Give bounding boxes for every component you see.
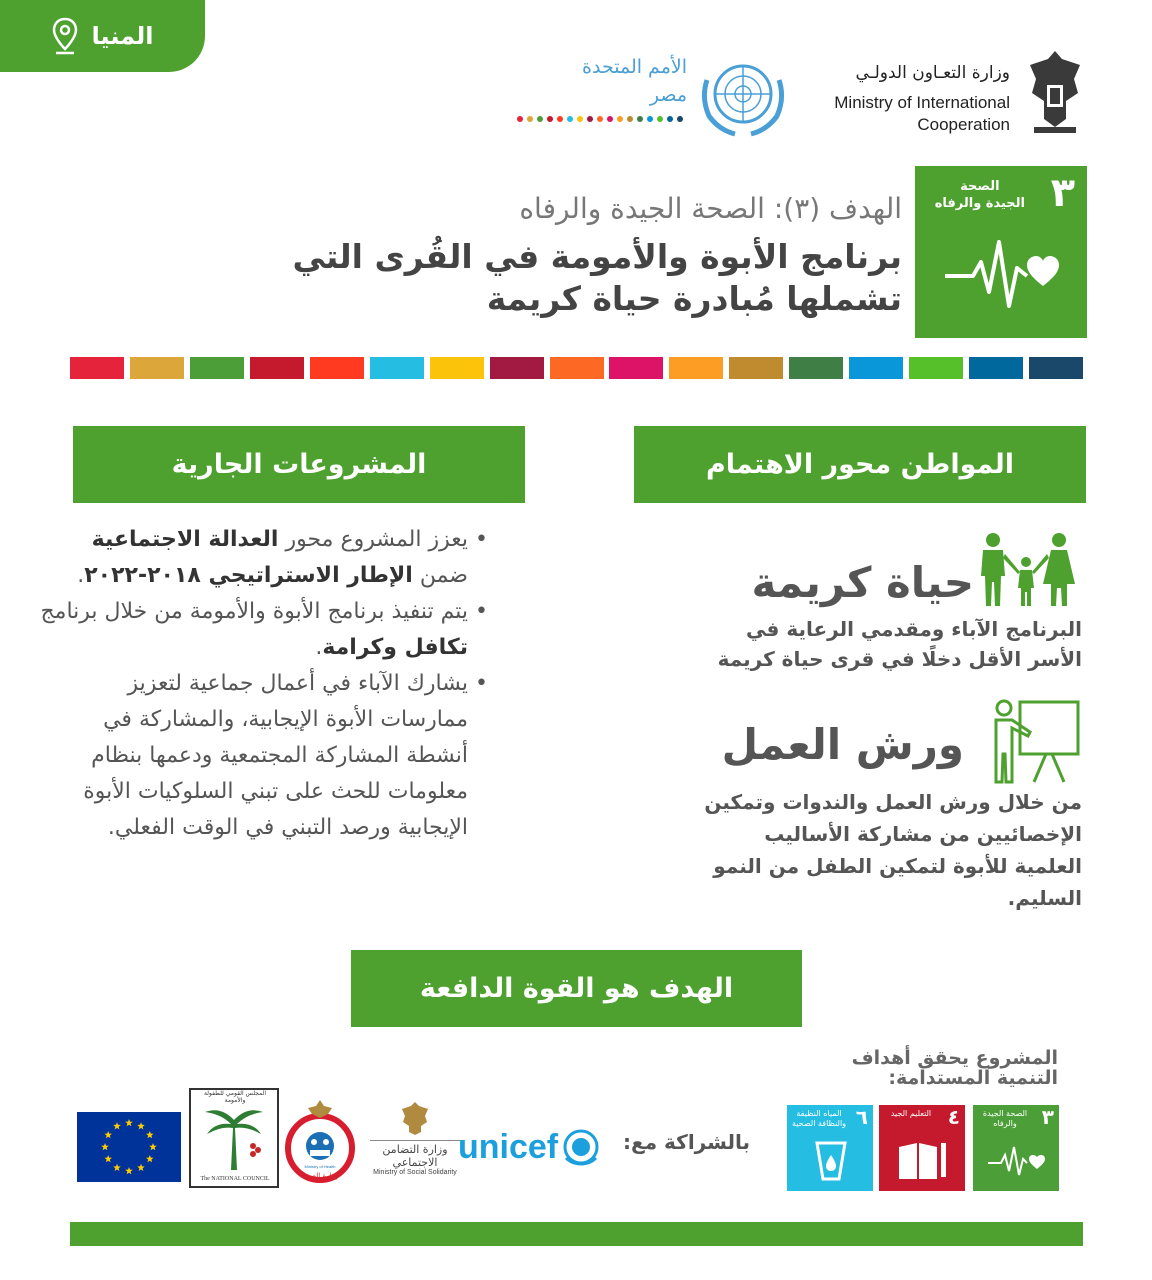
ministry-health-logo (284, 1098, 356, 1186)
sdg-strip-block (849, 357, 903, 379)
sdg-tile-6 (787, 1105, 873, 1191)
sdg-tile-4-number: ٤ (947, 1105, 960, 1129)
un-color-dots (517, 116, 683, 122)
un-color-dot (517, 116, 523, 122)
sdg-strip-block (490, 357, 544, 379)
sdg-strip-block (669, 357, 723, 379)
decent-life-desc-line2: الأسر الأقل دخلًا في قرى حياة كريمة (717, 647, 1082, 671)
sdg-tile-6-label: المياه النظيفة والنظافة الصحية (791, 1109, 847, 1128)
eu-star (104, 1155, 112, 1162)
page-title-line2: تشملها مُبادرة حياة كريمة (486, 279, 902, 318)
sdg3-label (935, 178, 1025, 212)
heartbeat-icon (943, 232, 1065, 312)
sdg3-label-line1: الصحة (960, 179, 1000, 194)
sdg-strip-block (370, 357, 424, 379)
unicef-text: unicef (458, 1127, 559, 1166)
unicef-emblem-icon (562, 1128, 600, 1166)
un-egypt-logo (495, 50, 795, 140)
sdg-strip-block (789, 357, 843, 379)
eu-star (113, 1122, 121, 1129)
eu-star (125, 1119, 133, 1126)
sdg-color-strip (70, 357, 1083, 379)
workshops-desc-line2: الإخصائيين من مشاركة الأساليب (764, 822, 1082, 846)
sdg-strip-block (70, 357, 124, 379)
sdg-strip-block (430, 357, 484, 379)
un-color-dot (527, 116, 533, 122)
un-color-dot (647, 116, 653, 122)
sdg-caption (818, 1048, 1058, 1088)
list-item: • يشارك الآباء في أعمال جماعية لتعزيز ممارسات الأبوة الإيجابية، والمشاركة في أنشطة المشاركة المجتمعية ودعمها بنظام معلومات للحث على تبني السلوكيات الأبوة الإيجابية ورصد التبني في الوقت الفعلي. (38, 666, 488, 846)
un-color-dot (627, 116, 633, 122)
sdg-strip-block (550, 357, 604, 379)
ministry-name-en-1: Ministry of International (834, 93, 1010, 112)
eu-star (104, 1131, 112, 1138)
un-color-dot (587, 116, 593, 122)
sdg-strip-block (609, 357, 663, 379)
eagle-emblem-icon (1020, 45, 1090, 137)
ministry-name-ar: وزارة التعـاون الدولـي (855, 63, 1010, 83)
family-icon (975, 532, 1079, 608)
sdg3-box (915, 166, 1087, 338)
workshops-desc (682, 786, 1082, 914)
eagle-emblem-icon (400, 1100, 430, 1136)
sdg-strip-block (190, 357, 244, 379)
bullet1-text2: ضمن (419, 563, 468, 588)
sdg-tile-6-number: ٦ (855, 1105, 868, 1129)
un-color-dot (657, 116, 663, 122)
mss-name-ar: وزارة التضامن الاجتماعي (370, 1140, 460, 1169)
list-item (38, 522, 488, 594)
page-title-line1: برنامج الأبوة والأمومة في القُرى التي (292, 237, 902, 276)
eu-star (125, 1167, 133, 1174)
projects-list (38, 522, 488, 846)
social-solidarity-logo (370, 1100, 460, 1180)
sdg-tile-4 (879, 1105, 965, 1191)
eu-star (113, 1164, 121, 1171)
heartbeat-icon (987, 1143, 1047, 1179)
un-color-dot (637, 116, 643, 122)
decent-life-title: حياة كريمة (751, 558, 974, 607)
sdg-tile-3-number: ٣ (1041, 1105, 1054, 1129)
sdg-tile-3-label: الصحة الجيدة والرفاه (982, 1109, 1028, 1128)
sdg-strip-block (909, 357, 963, 379)
goal-subtitle: الهدف (٣): الصحة الجيدة والرفاه (519, 192, 902, 225)
sdg-strip-block (1029, 357, 1083, 379)
sdg-strip-block (250, 357, 304, 379)
eu-stars-icon (77, 1112, 181, 1182)
map-pin-icon (52, 17, 78, 55)
sdg-caption-line2: التنمية المستدامة: (888, 1067, 1058, 1089)
bullet2-bold: تكافل وكرامة (322, 635, 468, 660)
mss-name-en: Ministry of Social Solidarity (373, 1169, 457, 1176)
sdg-tile-3 (973, 1105, 1059, 1191)
sdg-strip-block (310, 357, 364, 379)
decent-life-desc-line1: البرنامج الآباء ومقدمي الرعاية في (746, 617, 1082, 641)
eu-star (101, 1143, 109, 1150)
partners-label: بالشراكة مع: (623, 1130, 750, 1154)
citizen-banner: المواطن محور الاهتمام (634, 426, 1086, 503)
water-drop-icon (813, 1139, 849, 1185)
un-emblem-icon (695, 50, 791, 138)
bullet1-bold1: العدالة الاجتماعية (91, 527, 279, 552)
sdg-strip-block (969, 357, 1023, 379)
moh-name-ar: وزارة الصحة (301, 1172, 339, 1180)
sdg-caption-line1: المشروع يحقق أهداف (851, 1047, 1058, 1069)
nccm-name-en: The NATIONAL COUNCIL (200, 1176, 270, 1182)
moh-name-en: Ministry of Health (304, 1164, 336, 1169)
workshops-desc-line4: السليم. (1007, 886, 1082, 910)
un-color-dot (557, 116, 563, 122)
sdg-tile-4-label: التعليم الجيد (890, 1109, 932, 1118)
bullet1-text1: يعزز المشروع محور (285, 527, 468, 552)
sdg-strip-block (130, 357, 184, 379)
decent-life-desc (682, 614, 1082, 674)
location-label: المنيا (91, 22, 154, 50)
un-color-dot (677, 116, 683, 122)
un-color-dot (607, 116, 613, 122)
un-name-ar: الأمم المتحدة (582, 56, 687, 78)
un-color-dot (567, 116, 573, 122)
bottom-bar (70, 1222, 1083, 1246)
ministry-name-en-2: Cooperation (917, 115, 1010, 134)
unicef-logo (458, 1126, 608, 1168)
eu-star (137, 1164, 145, 1171)
national-council-logo (189, 1088, 279, 1188)
sdg3-number: ٣ (1050, 170, 1075, 216)
un-color-dot (577, 116, 583, 122)
nccm-name-ar: المجلس القومي للطفولة والأمومة (203, 1090, 267, 1104)
un-country-ar: مصر (649, 84, 687, 106)
sdg3-label-line2: الجيدة والرفاه (934, 196, 1025, 211)
un-color-dot (537, 116, 543, 122)
workshops-desc-line1: من خلال ورش العمل والندوات وتمكين (704, 790, 1082, 814)
bullet2-text: يتم تنفيذ برنامج الأبوة والأمومة من خلال برنامج (40, 599, 468, 624)
un-color-dot (667, 116, 673, 122)
eu-star (146, 1131, 154, 1138)
projects-banner: المشروعات الجارية (73, 426, 525, 503)
bullet1-end: . (77, 563, 85, 588)
book-pencil-icon (897, 1139, 949, 1183)
bullet2-end: . (315, 635, 323, 660)
list-item (38, 594, 488, 666)
workshops-title: ورش العمل (721, 720, 964, 769)
eu-star (149, 1143, 157, 1150)
location-tab (0, 0, 205, 72)
eu-flag (77, 1112, 181, 1182)
goal-driver-banner: الهدف هو القوة الدافعة (351, 950, 802, 1027)
palm-tree-icon (201, 1102, 267, 1172)
presentation-icon (990, 698, 1082, 786)
un-color-dot (617, 116, 623, 122)
eu-star (146, 1155, 154, 1162)
bullet1-bold2: الإطار الاستراتيجي ٢٠١٨-٢٠٢٢ (84, 563, 413, 588)
workshops-desc-line3: العلمية للأبوة لتمكين الطفل من النمو (713, 854, 1082, 878)
page-title (262, 236, 902, 320)
un-color-dot (597, 116, 603, 122)
ministry-logo (800, 45, 1090, 140)
eu-star (137, 1122, 145, 1129)
sdg-strip-block (729, 357, 783, 379)
un-color-dot (547, 116, 553, 122)
